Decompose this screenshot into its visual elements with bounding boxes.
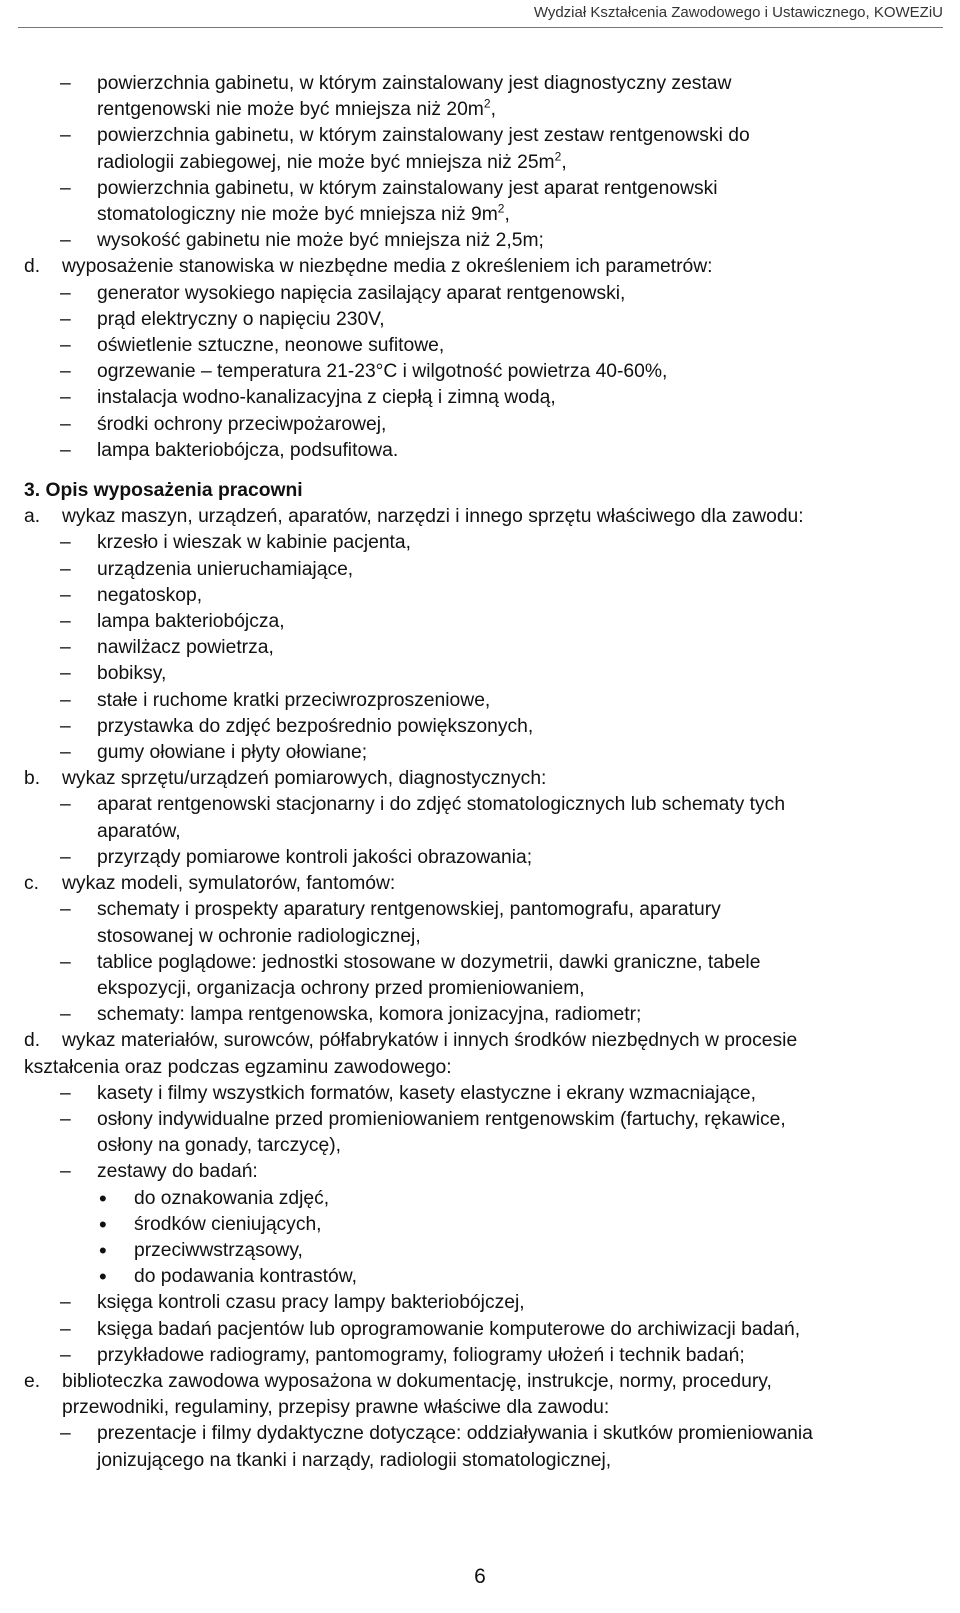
dash-marker: – [60, 846, 71, 868]
dash-marker: – [60, 637, 71, 659]
list-item: – instalacja wodno-kanalizacyjna z ciepłą i zimną wodą, [24, 385, 956, 411]
list-item: – schematy i prospekty aparatury rentgenowskiej, pantomografu, aparatury [24, 897, 956, 923]
list-item: – schematy: lampa rentgenowska, komora jonizacyjna, radiometr; [24, 1002, 956, 1028]
list-item: – powierzchnia gabinetu, w którym zainstalowany jest diagnostyczny zestaw [24, 71, 956, 97]
list-item-continuation: stosowanej w ochronie radiologicznej, [97, 925, 421, 947]
list-item: – powierzchnia gabinetu, w którym zainstalowany jest aparat rentgenowski [24, 176, 956, 202]
dash-marker: – [60, 282, 71, 304]
dash-marker: – [60, 1082, 71, 1104]
section-heading: 3. Opis wyposażenia pracowni [24, 480, 303, 502]
section-c-title: c. wykaz modeli, symulatorów, fantomów: [24, 871, 956, 897]
section-marker: c. [24, 873, 39, 895]
dash-marker: – [60, 899, 71, 921]
list-item-continuation: stomatologiczny nie może być mniejsza niż $9m^2$, [97, 201, 510, 226]
header-rule [18, 27, 943, 28]
document-body [24, 71, 956, 1474]
section-a-title: a. wykaz maszyn, urządzeń, aparatów, narzędzi i innego sprzętu właściwego dla zawodu: [24, 504, 956, 530]
dash-marker: – [60, 715, 71, 737]
dash-marker: – [60, 584, 71, 606]
dash-marker: – [60, 1161, 71, 1183]
list-item: – prąd elektryczny o napięciu 230V, [24, 307, 956, 333]
list-item: – przykładowe radiogramy, pantomogramy, foliogramy ułożeń i technik badań; [24, 1343, 956, 1369]
list-item: – nawilżacz powietrza, [24, 635, 956, 661]
dash-marker: – [60, 1108, 71, 1130]
dash-marker: – [60, 689, 71, 711]
list-item-continuation: rentgenowski nie może być mniejsza niż $20m^2$, [97, 96, 496, 121]
dash-marker: – [60, 1318, 71, 1340]
list-item: – prezentacje i filmy dydaktyczne dotyczące: oddziaływania i skutków promieniowania [24, 1421, 956, 1447]
section-title-continuation: kształcenia oraz podczas egzaminu zawodowego: [24, 1056, 452, 1078]
dash-marker: – [60, 177, 71, 199]
dash-marker: – [60, 308, 71, 330]
sub-list-item: • do oznakowania zdjęć, [99, 1185, 330, 1211]
page-number: 6 [474, 1565, 486, 1588]
list-item: – wysokość gabinetu nie może być mniejsza niż 2,5m; [24, 228, 956, 254]
dash-marker: – [60, 361, 71, 383]
list-item: – aparat rentgenowski stacjonarny i do zdjęć stomatologicznych lub schematy tych [24, 792, 956, 818]
dash-marker: – [60, 335, 71, 357]
list-item: – krzesło i wieszak w kabinie pacjenta, [24, 530, 956, 556]
sub-list-item: • do podawania kontrastów, [99, 1264, 357, 1290]
sub-list-item: • środków cieniujących, [99, 1211, 322, 1237]
list-item: – urządzenia unieruchamiające, [24, 557, 956, 583]
dash-marker: – [60, 951, 71, 973]
list-item: – generator wysokiego napięcia zasilający aparat rentgenowski, [24, 281, 956, 307]
list-item: – kasety i filmy wszystkich formatów, kasety elastyczne i ekrany wzmacniające, [24, 1081, 956, 1107]
list-item: – lampa bakteriobójcza, [24, 609, 956, 635]
dash-marker: – [60, 1004, 71, 1026]
spacer [24, 464, 956, 478]
list-item: – lampa bakteriobójcza, podsufitowa. [24, 438, 956, 464]
dash-marker: – [60, 73, 71, 94]
bullet-icon: • [99, 1264, 107, 1290]
list-item: – gumy ołowiane i płyty ołowiane; [24, 740, 956, 766]
bullet-icon: • [99, 1185, 107, 1211]
list-item: – środki ochrony przeciwpożarowej, [24, 412, 956, 438]
dash-marker: – [60, 439, 71, 461]
section-marker: b. [24, 768, 41, 790]
section-d-media-title: d. wyposażenie stanowiska w niezbędne media z określeniem ich parametrów: [24, 254, 956, 280]
section-marker: d. [24, 256, 41, 278]
dash-marker: – [60, 125, 71, 147]
list-item: – bobiksy, [24, 661, 956, 687]
list-item: – osłony indywidualne przed promieniowaniem rentgenowskim (fartuchy, rękawice, [24, 1107, 956, 1133]
dash-marker: – [60, 532, 71, 554]
list-item: – ogrzewanie – temperatura 21-23°C i wilgotność powietrza 40-60%, [24, 359, 956, 385]
list-item: – stałe i ruchome kratki przeciwrozproszeniowe, [24, 688, 956, 714]
list-item: – przystawka do zdjęć bezpośrednio powiększonych, [24, 714, 956, 740]
dash-marker: – [60, 663, 71, 685]
sub-list-item: • przeciwwstrząsowy, [99, 1237, 303, 1263]
section-title-continuation: przewodniki, regulaminy, przepisy prawne właściwe dla zawodu: [62, 1397, 610, 1419]
list-item: – księga badań pacjentów lub oprogramowanie komputerowe do archiwizacji badań, [24, 1317, 956, 1343]
list-item-continuation: aparatów, [97, 820, 181, 842]
dash-marker: – [60, 1344, 71, 1366]
section-marker: a. [24, 506, 41, 528]
list-item-continuation: ekspozycji, organizacja ochrony przed promieniowaniem, [97, 977, 585, 999]
bullet-icon: • [99, 1237, 107, 1263]
list-item-continuation: osłony na gonady, tarczycę), [97, 1135, 341, 1157]
list-item: – powierzchnia gabinetu, w którym zainstalowany jest zestaw rentgenowski do [24, 123, 956, 149]
section-b-title: b. wykaz sprzętu/urządzeń pomiarowych, diagnostycznych: [24, 766, 956, 792]
bullet-icon: • [99, 1211, 107, 1237]
dash-marker: – [60, 794, 71, 816]
list-item: – księga kontroli czasu pracy lampy bakteriobójczej, [24, 1290, 956, 1316]
list-item: – zestawy do badań: [24, 1159, 956, 1185]
dash-marker: – [60, 413, 71, 435]
dash-marker: – [60, 742, 71, 764]
list-item-continuation: radiologii zabiegowej, nie może być mniejsza niż $25m^2$, [97, 149, 567, 173]
section-e-title: e. biblioteczka zawodowa wyposażona w dokumentację, instrukcje, normy, procedury, [24, 1369, 956, 1395]
section-marker: d. [24, 1030, 41, 1052]
section-marker: e. [24, 1370, 41, 1392]
dash-marker: – [60, 387, 71, 409]
list-item: – tablice poglądowe: jednostki stosowane w dozymetrii, dawki graniczne, tabele [24, 950, 956, 976]
page-header: Wydział Kształcenia Zawodowego i Ustawicznego, KOWEZiU [533, 4, 943, 21]
section-d-materials-title: d. wykaz materiałów, surowców, półfabrykatów i innych środków niezbędnych w procesie [24, 1028, 956, 1054]
dash-marker: – [60, 1423, 71, 1445]
list-item: – negatoskop, [24, 583, 956, 609]
list-item: – przyrządy pomiarowe kontroli jakości obrazowania; [24, 845, 956, 871]
list-item-continuation: jonizującego na tkanki i narządy, radiologii stomatologicznej, [97, 1449, 612, 1471]
dash-marker: – [60, 558, 71, 580]
dash-marker: – [60, 1292, 71, 1314]
dash-marker: – [60, 611, 71, 633]
dash-marker: – [60, 230, 71, 252]
list-item: – oświetlenie sztuczne, neonowe sufitowe, [24, 333, 956, 359]
